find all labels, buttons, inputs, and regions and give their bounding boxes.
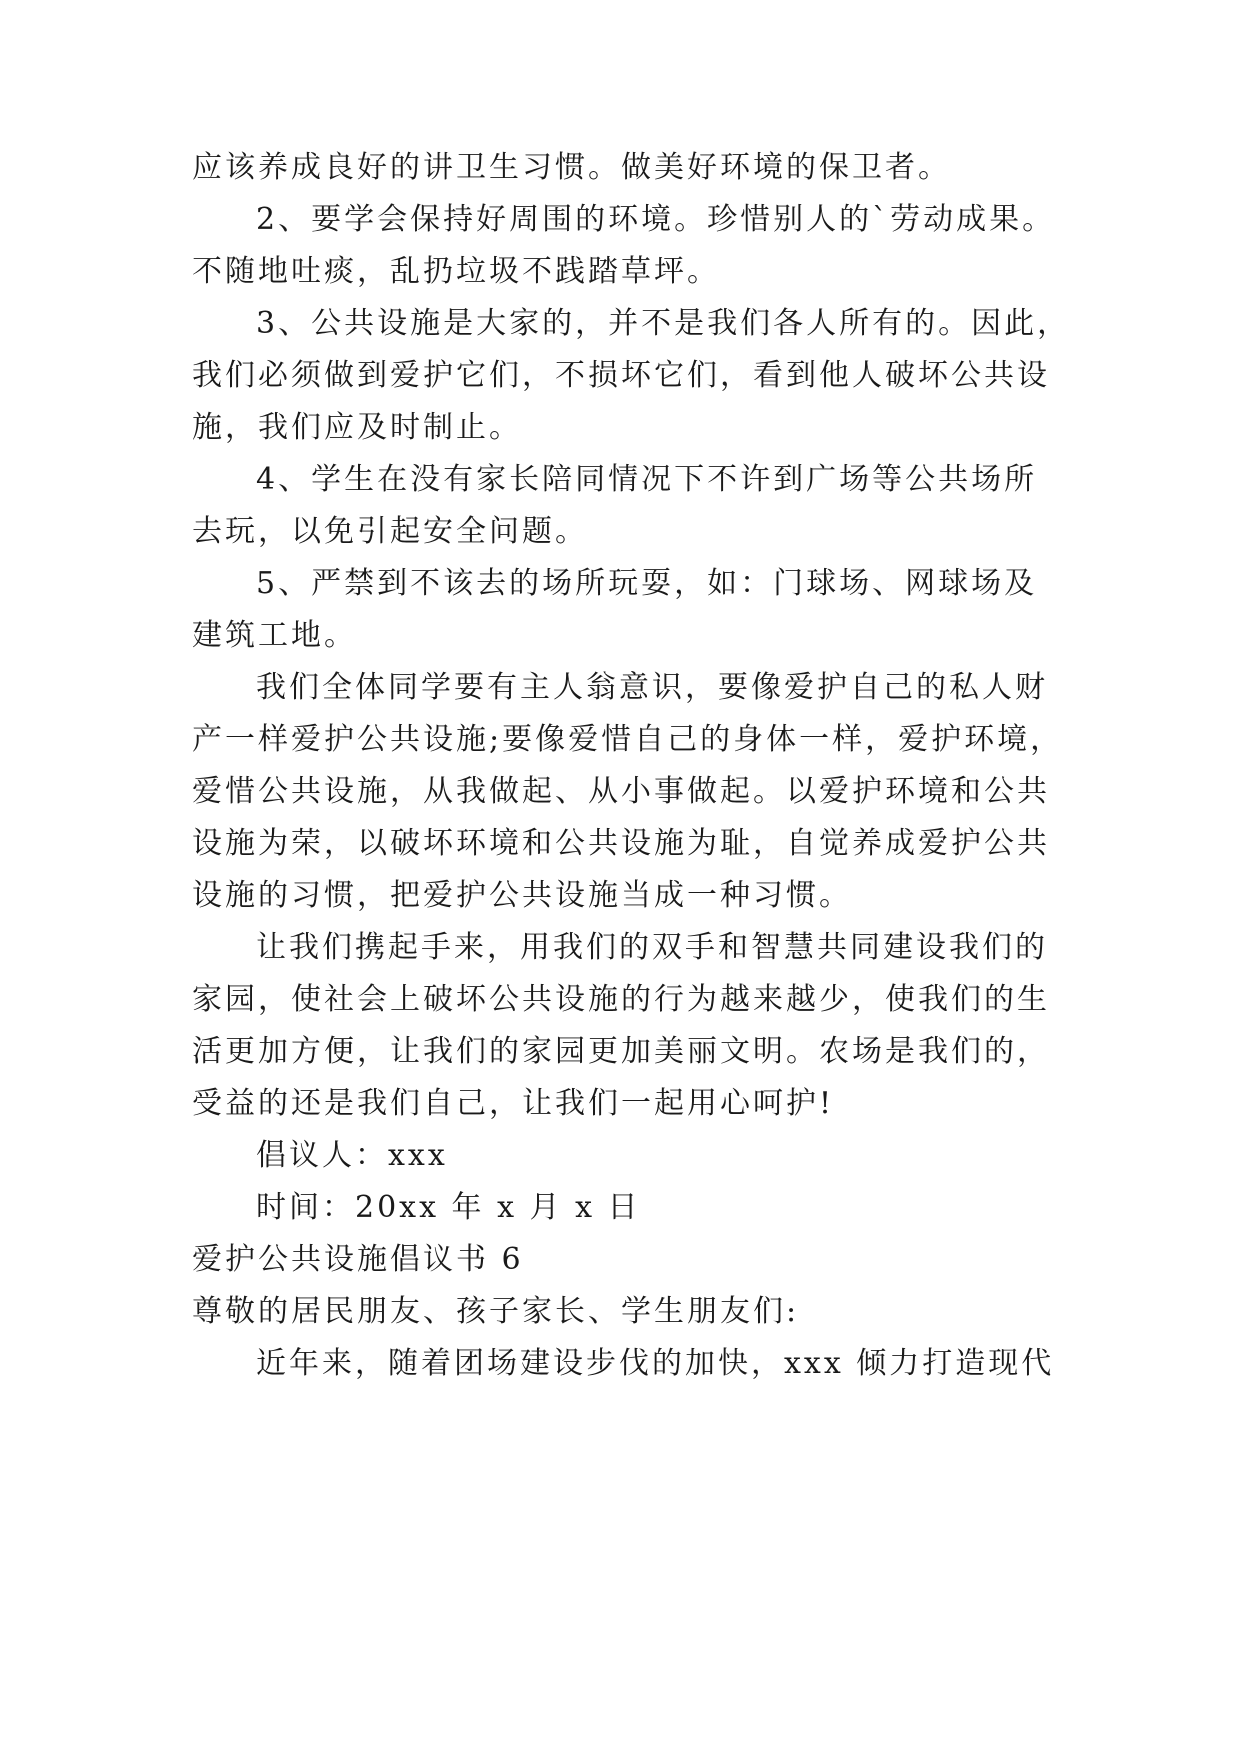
text-line: 2、要学会保持好周围的环境。珍惜别人的`劳动成果。 bbox=[256, 202, 1056, 237]
text-line: 近年来，随着团场建设步伐的加快，xxx 倾力打造现代 bbox=[256, 1346, 1055, 1381]
text-line: 家园，使社会上破坏公共设施的行为越来越少，使我们的生 bbox=[192, 982, 1050, 1017]
text-line: 施，我们应及时制止。 bbox=[192, 410, 522, 445]
text-line: 设施为荣，以破坏环境和公共设施为耻，自觉养成爱护公共 bbox=[192, 826, 1050, 861]
text-line: 产一样爱护公共设施;要像爱惜自己的身体一样，爱护环境， bbox=[192, 722, 1064, 757]
text-line: 建筑工地。 bbox=[192, 618, 357, 653]
text-line: 爱惜公共设施，从我做起、从小事做起。以爱护环境和公共 bbox=[192, 774, 1050, 809]
text-line: 不随地吐痰，乱扔垃圾不践踏草坪。 bbox=[192, 254, 720, 289]
text-line: 设施的习惯，把爱护公共设施当成一种习惯。 bbox=[192, 878, 852, 913]
text-line: 让我们携起手来，用我们的双手和智慧共同建设我们的 bbox=[256, 930, 1048, 965]
text-line: 受益的还是我们自己，让我们一起用心呵护! bbox=[192, 1086, 835, 1121]
text-line: 4、学生在没有家长陪同情况下不许到广场等公共场所 bbox=[256, 462, 1038, 497]
text-line: 3、公共设施是大家的，并不是我们各人所有的。因此， bbox=[256, 306, 1071, 341]
salutation-line: 尊敬的居民朋友、孩子家长、学生朋友们: bbox=[192, 1294, 800, 1329]
section-heading: 爱护公共设施倡议书 6 bbox=[192, 1242, 524, 1277]
date-line: 时间：20xx 年 x 月 x 日 bbox=[256, 1190, 641, 1225]
text-line: 去玩，以免引起安全问题。 bbox=[192, 514, 588, 549]
signature-line: 倡议人：xxx bbox=[256, 1138, 448, 1173]
text-line: 应该养成良好的讲卫生习惯。做美好环境的保卫者。 bbox=[192, 150, 951, 185]
text-line: 活更加方便，让我们的家园更加美丽文明。农场是我们的， bbox=[192, 1034, 1050, 1069]
text-line: 5、严禁到不该去的场所玩耍，如：门球场、网球场及 bbox=[256, 566, 1038, 601]
text-line: 我们必须做到爱护它们，不损坏它们，看到他人破坏公共设 bbox=[192, 358, 1050, 393]
text-line: 我们全体同学要有主人翁意识，要像爱护自己的私人财 bbox=[256, 670, 1048, 705]
